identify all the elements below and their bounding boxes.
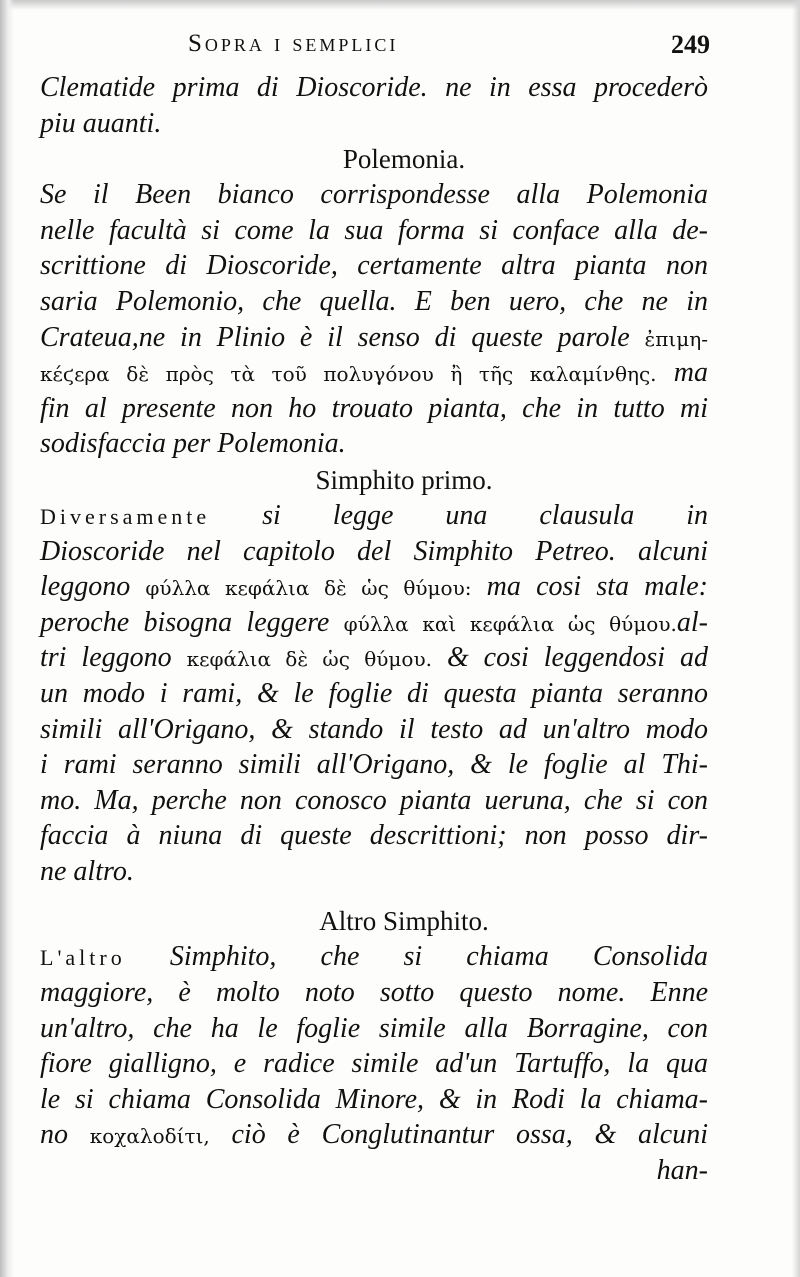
- text-line: un modo i rami, & le foglie di questa pianta seranno: [40, 677, 708, 709]
- greek-text: κοχαλοδίτι,: [89, 1124, 210, 1149]
- text-line: [40, 939, 708, 975]
- section-heading-polemonia: Polemonia.: [342, 144, 466, 175]
- text-line: [40, 1117, 708, 1153]
- text-segment: no: [40, 1119, 68, 1151]
- text-line: piu auanti.: [40, 107, 162, 139]
- greek-text: κέϛερα δὲ πρὸς τὰ τοῦ πολυγόνου ἢ τῆς καλαμίνθης.: [40, 362, 657, 387]
- greek-text: φύλλα καὶ κεφάλια ὡς θύμου.: [343, 611, 677, 636]
- text-segment: & cosi leggendosi ad: [446, 642, 709, 674]
- text-line: maggiore, è molto noto sotto questo nome. Enne: [40, 977, 708, 1009]
- text-segment: leggono: [40, 571, 131, 603]
- text-line: [40, 640, 708, 676]
- text-line: ne altro.: [40, 855, 134, 887]
- section-spacer: [40, 889, 708, 903]
- page-edge-shadow: [792, 0, 800, 1277]
- text-line: fin al presente non ho trouato pianta, che in tutto mi: [40, 392, 708, 424]
- text-segment: tri leggono: [40, 642, 172, 674]
- text-line: le si chiama Consolida Minore, & in Rodi la chiama-: [40, 1083, 708, 1115]
- text-line: [40, 320, 708, 356]
- text-line: nelle facultà si come la sua forma si conface alla de-: [40, 214, 708, 246]
- page-header: [150, 30, 710, 64]
- text-segment: ma cosi sta male:: [486, 571, 709, 603]
- greek-text: ἐπιμη-: [644, 326, 709, 351]
- text-line: faccia à niuna di queste descrittioni; non posso dir-: [40, 820, 708, 852]
- catchword: han-: [656, 1155, 708, 1187]
- text-segment: al-: [676, 606, 708, 638]
- text-segment: ciò è Conglutinantur ossa, & alcuni: [231, 1119, 709, 1151]
- text-block: [40, 70, 708, 1189]
- text-segment: Simphito, che si chiama Consolida: [169, 941, 708, 973]
- text-line: un'altro, che ha le foglie simile alla Borragine, con: [40, 1012, 708, 1044]
- text-line: i rami seranno simili all'Origano, & le foglie al Thi-: [40, 749, 708, 781]
- text-line: [40, 605, 708, 641]
- text-segment: si legge una clausula in: [262, 499, 708, 531]
- section-heading-altro-simphito: Altro Simphito.: [319, 906, 489, 937]
- small-caps-word: Diversamente: [40, 503, 211, 529]
- text-line: Se il Been bianco corrispondesse alla Polemonia: [40, 179, 708, 211]
- text-segment: ma: [673, 357, 708, 389]
- text-line: [40, 498, 708, 534]
- text-line: simili all'Origano, & stando il testo ad un'altro modo: [40, 713, 708, 745]
- text-line: [40, 569, 708, 605]
- page-number: 249: [671, 30, 710, 59]
- text-segment: Crateua,ne in Plinio è il senso di queste parole: [40, 321, 630, 353]
- small-caps-word: L'altro: [40, 945, 126, 971]
- text-line: saria Polemonio, che quella. E ben uero, che ne in: [40, 285, 708, 317]
- text-line: [40, 355, 708, 391]
- page-gutter-shadow: [0, 0, 14, 1277]
- running-head: Sopra i semplici: [188, 30, 399, 57]
- greek-text: φύλλα κεφάλια δὲ ὡς θύμου:: [145, 576, 472, 601]
- text-segment: peroche bisogna leggere: [40, 606, 330, 638]
- text-line: scrittione di Dioscoride, certamente altra pianta non: [40, 250, 708, 282]
- text-line: mo. Ma, perche non conosco pianta ueruna, che si con: [40, 784, 708, 816]
- greek-text: κεφάλια δὲ ὡς θύμου.: [186, 647, 432, 672]
- text-line: Clematide prima di Dioscoride. ne in essa procederò: [40, 72, 708, 103]
- text-line: fiore gialligno, e radice simile ad'un Tartuffo, la qua: [40, 1048, 708, 1080]
- page-top-shadow: [0, 0, 800, 10]
- text-line: Dioscoride nel capitolo del Simphito Petreo. alcuni: [40, 535, 708, 567]
- text-line: sodisfaccia per Polemonia.: [40, 428, 346, 460]
- section-heading-simphito-primo: Simphito primo.: [315, 464, 493, 495]
